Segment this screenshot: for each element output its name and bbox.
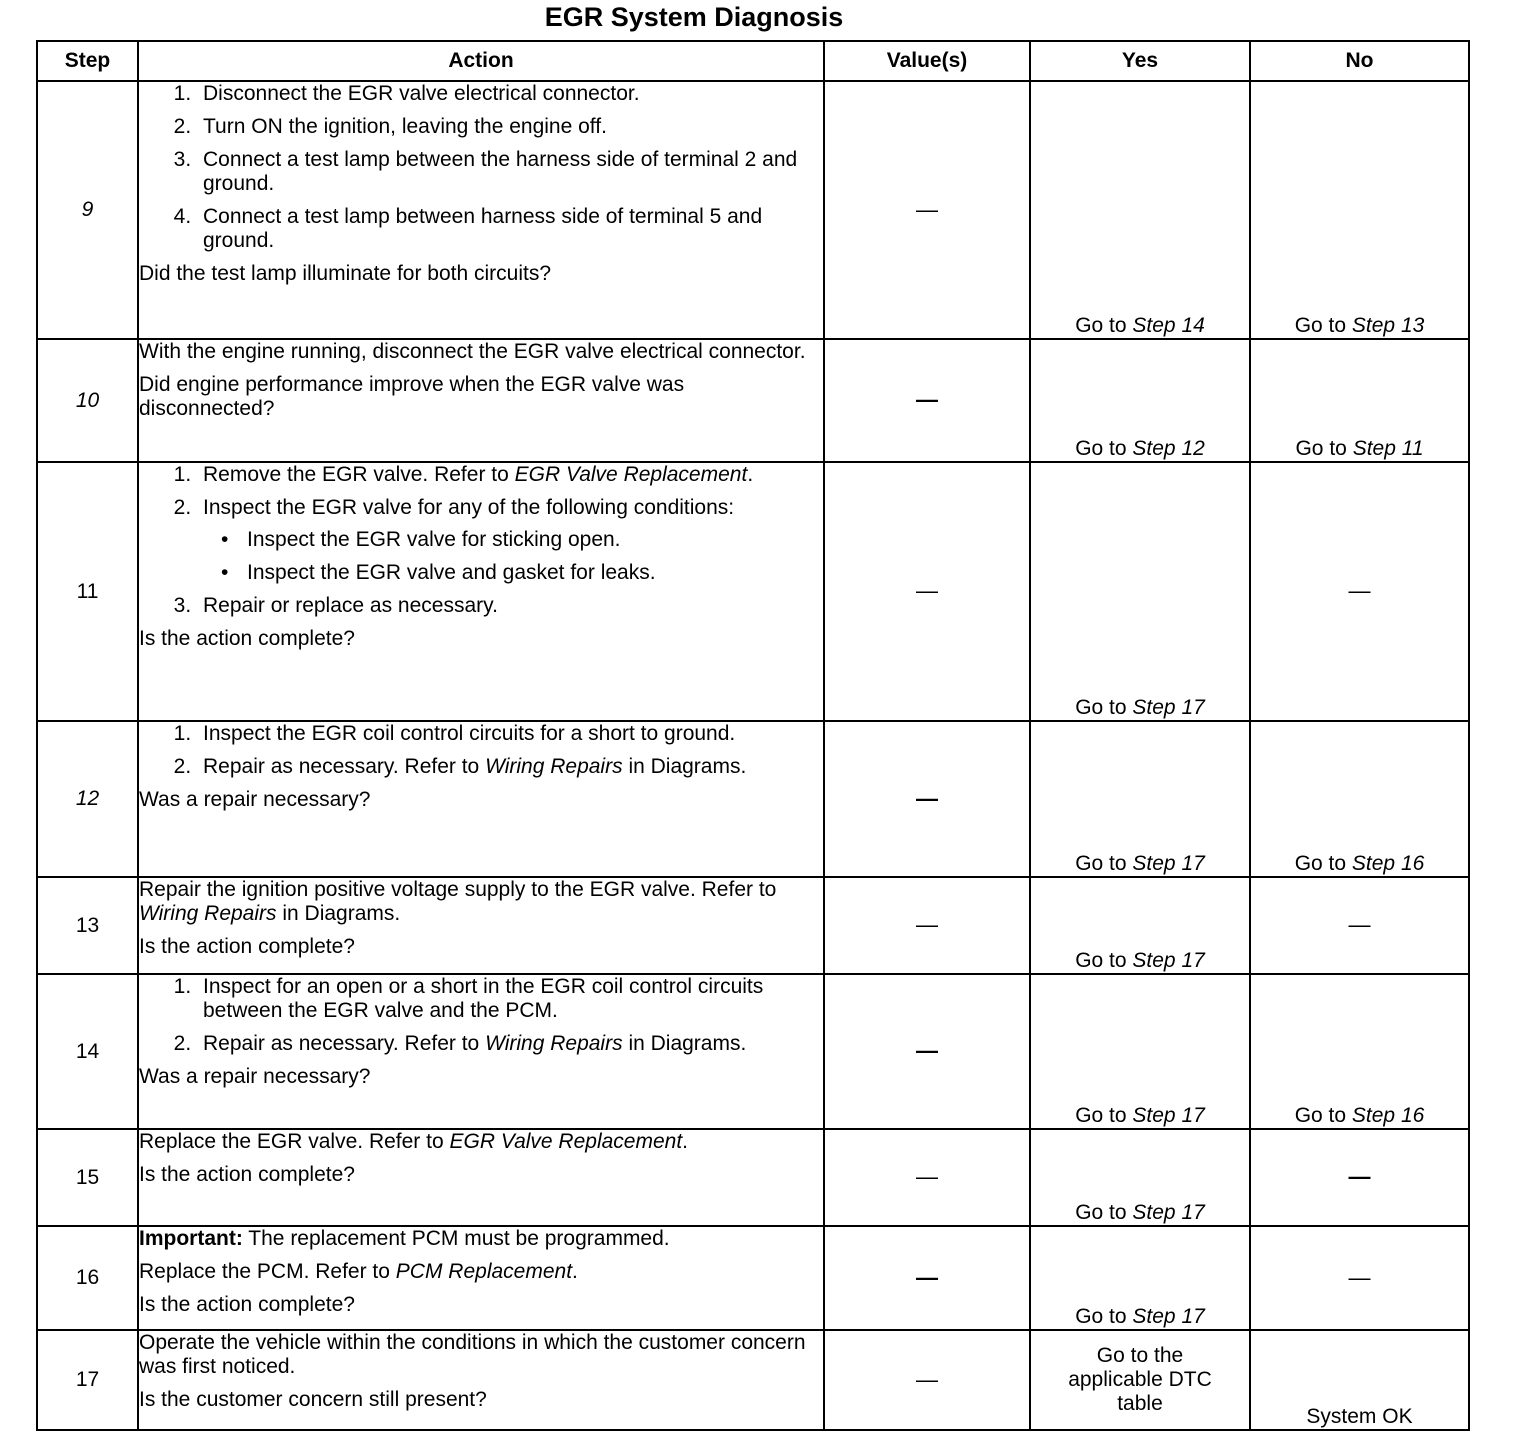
yes-cell [1030,339,1250,462]
action-text [139,1260,823,1284]
important-note [139,1227,823,1251]
value-cell [824,462,1030,721]
action-item-text: Repair as necessary. Refer to [203,755,480,778]
yes-step-ref: Step 17 [1132,1201,1205,1224]
egr-valve-replacement-ref: EGR Valve Replacement [514,463,748,486]
yes-prefix: Go to [1075,696,1127,719]
table-row [37,339,1469,462]
action-item-text: in Diagrams. [628,1032,747,1055]
action-text [139,878,823,926]
action-text [139,1130,823,1154]
action-cell [138,974,824,1129]
table-row [37,721,1469,877]
action-item: 1. Inspect for an open or a short in the EGR coil control circuits between the EGR valve and the PCM. [197,975,823,1023]
important-text: The replacement PCM must be programmed. [248,1227,670,1250]
yes-cell [1030,1330,1250,1430]
header-action: Action [138,41,824,81]
yes-cell [1030,1226,1250,1330]
action-item: 2. Turn ON the ignition, leaving the engine off. [197,115,823,139]
action-list [139,82,823,253]
page-title: EGR System Diagnosis [544,2,844,32]
action-cell [138,1129,824,1226]
no-dash: — [1348,912,1371,937]
yes-step-ref: Step 17 [1132,1104,1205,1127]
action-list [139,722,823,779]
value-cell [824,1129,1030,1226]
no-cell [1250,974,1469,1129]
yes-step-ref: Step 17 [1132,696,1205,719]
action-item [197,496,823,585]
pcm-replacement-ref: PCM Replacement [395,1260,573,1283]
value-dash: — [916,1264,938,1290]
wiring-repairs-ref: Wiring Repairs [485,755,623,778]
yes-prefix: Go to [1075,314,1127,337]
action-item [197,463,823,487]
yes-cell [1030,974,1250,1129]
important-label: Important: [139,1227,243,1250]
step-number: 9 [37,81,138,339]
yes-cell [1030,81,1250,339]
action-item: 1. Disconnect the EGR valve electrical connector. [197,82,823,106]
step-number: 14 [37,974,138,1129]
header-values: Value(s) [824,41,1030,81]
yes-step-ref: Step 17 [1132,1305,1205,1328]
no-cell [1250,81,1469,339]
no-text: System OK [1306,1405,1413,1428]
condition-item: • Inspect the EGR valve for sticking open. [241,528,823,552]
action-item [197,755,823,779]
value-cell [824,974,1030,1129]
no-cell [1250,721,1469,877]
action-text-part: Replace the EGR valve. Refer to [139,1130,444,1153]
step-number: 12 [37,721,138,877]
action-text-part: . [682,1130,689,1153]
yes-step-ref: Step 14 [1132,314,1205,337]
value-dash: — [916,912,938,937]
action-item-text: Repair as necessary. Refer to [203,1032,480,1055]
action-cell [138,81,824,339]
yes-prefix: Go to [1075,949,1127,972]
wiring-repairs-ref: Wiring Repairs [485,1032,623,1055]
value-dash: — [916,1366,938,1392]
yes-step-ref: Step 17 [1132,949,1205,972]
table-row [37,1226,1469,1330]
header-step: Step [37,41,138,81]
yes-cell [1030,462,1250,721]
table-header-row [37,41,1469,81]
action-item: 1. Inspect the EGR coil control circuits for a short to ground. [197,722,823,746]
action-text: With the engine running, disconnect the EGR valve electrical connector. [139,340,806,363]
action-item: 4. Connect a test lamp between harness side of terminal 5 and ground. [197,205,823,253]
action-text-part: . [572,1260,578,1283]
action-item-text: in Diagrams. [628,755,747,778]
yes-cell [1030,1129,1250,1226]
action-text-part: Repair the ignition positive voltage supply to the EGR valve. Refer to [139,878,777,901]
action-item-punct: . [747,463,754,486]
value-cell [824,1330,1030,1430]
action-cell [138,462,824,721]
yes-prefix: Go to [1075,852,1127,875]
diagnosis-table [36,40,1470,1431]
yes-step-ref: Step 12 [1132,437,1205,460]
no-cell [1250,1129,1469,1226]
value-cell [824,81,1030,339]
action-question: Is the action complete? [139,1293,355,1316]
action-question: Was a repair necessary? [139,1065,371,1088]
action-item [197,1032,823,1056]
yes-prefix: Go to [1075,437,1127,460]
yes-cell [1030,721,1250,877]
action-question: Did the test lamp illuminate for both circuits? [139,262,552,285]
action-item-text: Remove the EGR valve. Refer to [203,463,509,486]
action-text-part: in Diagrams. [282,902,401,925]
no-prefix: Go to [1294,1104,1347,1127]
value-dash: — [916,1038,938,1063]
action-cell [138,339,824,462]
table-row [37,877,1469,974]
action-cell [138,877,824,974]
no-cell [1250,462,1469,721]
no-dash: — [1348,578,1371,603]
action-list [139,463,823,618]
no-step-ref: Step 11 [1352,437,1424,460]
header-yes: Yes [1030,41,1250,81]
value-cell [824,339,1030,462]
step-number: 16 [37,1226,138,1330]
action-question: Did engine performance improve when the EGR valve was disconnected? [139,373,685,420]
action-text-part: Replace the PCM. Refer to [139,1260,390,1283]
condition-item: • Inspect the EGR valve and gasket for leaks. [241,561,823,585]
action-item: 3. Repair or replace as necessary. [197,594,823,618]
value-dash: — [916,785,938,811]
action-question: Was a repair necessary? [139,788,371,811]
value-dash: — [916,1164,938,1189]
action-cell [138,1226,824,1330]
step-number: 10 [37,339,138,462]
step-number: 13 [37,877,138,974]
action-question: Is the customer concern still present? [139,1388,487,1411]
value-cell [824,877,1030,974]
value-cell [824,721,1030,877]
step-number: 11 [37,462,138,721]
value-dash: — [916,196,938,222]
condition-list [203,528,823,585]
no-step-ref: Step 16 [1351,852,1425,875]
egr-valve-replacement-ref: EGR Valve Replacement [449,1130,683,1153]
no-cell [1250,877,1469,974]
table-row [37,1330,1469,1430]
action-list [139,975,823,1056]
no-dash: — [1348,1164,1371,1189]
yes-prefix: Go to [1075,1305,1127,1328]
value-dash: — [916,578,938,603]
header-no: No [1250,41,1469,81]
step-number: 15 [37,1129,138,1226]
wiring-repairs-ref: Wiring Repairs [139,902,277,925]
action-question: Is the action complete? [139,935,355,958]
yes-step-ref: Step 17 [1132,852,1205,875]
table-row [37,462,1469,721]
action-cell [138,721,824,877]
no-prefix: Go to [1294,852,1347,875]
action-item: 3. Connect a test lamp between the harness side of terminal 2 and ground. [197,148,823,196]
no-cell [1250,1330,1469,1430]
no-dash: — [1348,1264,1371,1290]
action-question: Is the action complete? [139,627,355,650]
table-row [37,974,1469,1129]
action-item-text: Inspect the EGR valve for any of the following conditions: [203,496,735,519]
table-row [37,1129,1469,1226]
no-cell [1250,1226,1469,1330]
no-cell [1250,339,1469,462]
yes-cell [1030,877,1250,974]
value-cell [824,1226,1030,1330]
no-prefix: Go to [1295,437,1347,460]
yes-prefix: Go to [1075,1104,1127,1127]
yes-text: Go to the applicable DTC table [1068,1344,1212,1415]
step-number: 17 [37,1330,138,1430]
no-step-ref: Step 13 [1351,314,1425,337]
action-cell [138,1330,824,1430]
no-step-ref: Step 16 [1351,1104,1425,1127]
no-prefix: Go to [1294,314,1347,337]
yes-prefix: Go to [1075,1201,1127,1224]
table-row [37,81,1469,339]
action-text: Operate the vehicle within the conditions in which the customer concern was first noticed. [139,1331,806,1378]
action-question: Is the action complete? [139,1163,355,1186]
value-dash: — [916,387,938,412]
